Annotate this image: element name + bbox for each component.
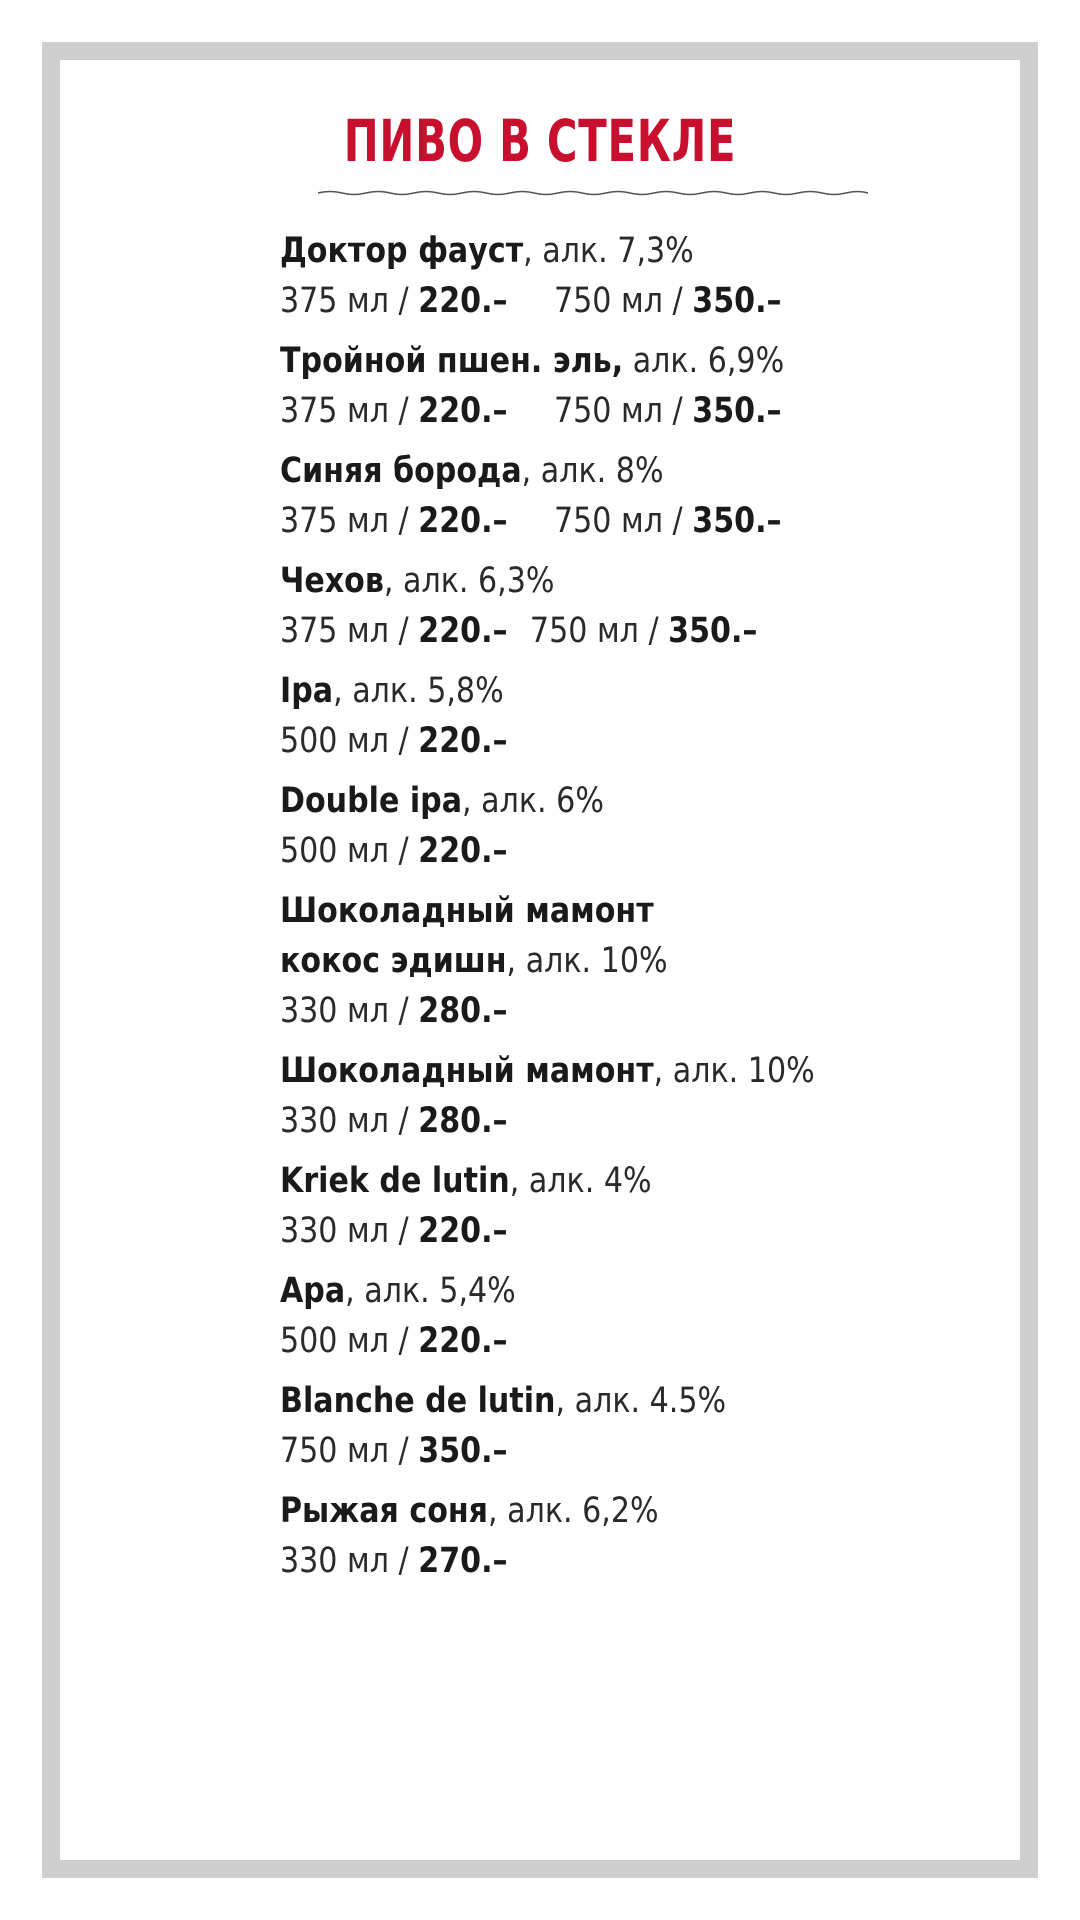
item-size-large: 750 мл /	[554, 391, 693, 431]
item-size: 375 мл /	[280, 611, 419, 651]
item-price: 280.–	[418, 991, 508, 1031]
item-price: 220.–	[418, 1321, 508, 1361]
item-size: 500 мл /	[280, 1321, 419, 1361]
item-size-large: 750 мл /	[529, 611, 669, 651]
item-size-large: 750 мл /	[554, 281, 693, 321]
item-name-line	[280, 886, 813, 936]
item-price: 220.–	[418, 501, 508, 541]
item-size: 500 мл /	[280, 831, 419, 871]
item-size-large: 750 мл /	[554, 501, 693, 541]
item-name-line	[280, 1266, 813, 1316]
item-size: 375 мл /	[280, 281, 419, 321]
item-size: 500 мл /	[280, 721, 419, 761]
item-abv: , алк. 10%	[506, 941, 668, 981]
item-name-line	[280, 1046, 813, 1096]
item-name-line	[280, 226, 813, 276]
item-size: 330 мл /	[280, 1541, 419, 1581]
item-abv: , алк. 8%	[521, 451, 664, 491]
item-abv: , алк. 4%	[509, 1161, 652, 1201]
item-size: 330 мл /	[280, 1211, 419, 1251]
list-item	[280, 226, 900, 326]
item-name-line	[280, 1376, 813, 1426]
item-price-line	[280, 386, 813, 436]
list-item	[280, 666, 900, 766]
item-price-line	[280, 1426, 813, 1476]
item-name-line	[280, 1486, 813, 1536]
item-name: Рыжая соня	[280, 1491, 488, 1531]
item-name-line	[280, 446, 813, 496]
item-abv: , алк. 10%	[653, 1051, 815, 1091]
item-size: 750 мл /	[280, 1431, 419, 1471]
item-price-line	[280, 1096, 813, 1146]
item-price: 220.–	[418, 611, 508, 651]
item-price: 270.–	[418, 1541, 508, 1581]
item-price-line	[280, 716, 813, 766]
item-name-line	[280, 556, 813, 606]
item-price-line	[280, 986, 813, 1036]
list-item	[280, 1486, 900, 1586]
item-name-line	[280, 936, 813, 986]
item-price-line	[280, 1316, 813, 1366]
item-name: кокос эдишн	[280, 941, 507, 981]
list-item	[280, 336, 900, 436]
item-name: Blanche de lutin	[280, 1381, 556, 1421]
list-item	[280, 1156, 900, 1256]
item-price-line	[280, 1206, 813, 1256]
menu-title: ПИВО В СТЕКЛЕ	[343, 107, 737, 175]
item-price-line	[280, 606, 813, 656]
item-abv: , алк. 5,4%	[345, 1271, 516, 1311]
item-size: 375 мл /	[280, 391, 419, 431]
item-price-line	[280, 496, 813, 546]
item-size: 375 мл /	[280, 501, 419, 541]
item-name-line	[280, 1156, 813, 1206]
list-item	[280, 1266, 900, 1366]
wavy-divider	[318, 184, 868, 202]
item-name: Синяя борода	[280, 451, 522, 491]
item-price: 220.–	[418, 1211, 508, 1251]
item-abv: , алк. 6,2%	[487, 1491, 659, 1531]
item-name-line	[280, 336, 813, 386]
list-item	[280, 776, 900, 876]
item-abv: , алк. 6%	[462, 781, 604, 821]
item-price: 280.–	[418, 1101, 508, 1141]
item-name: Тройной пшен. эль,	[280, 341, 624, 381]
item-name: Чехов	[280, 561, 384, 601]
item-price-large: 350.–	[692, 391, 782, 431]
item-name-first-line: Шоколадный мамонт	[280, 891, 654, 931]
list-item	[280, 1376, 900, 1476]
item-abv: , алк. 7,3%	[523, 231, 694, 271]
item-name: Ipa	[280, 671, 334, 711]
item-abv: , алк. 4.5%	[555, 1381, 727, 1421]
item-price-large: 350.–	[668, 611, 758, 651]
item-name: Доктор фауст	[280, 231, 524, 271]
item-name-line	[280, 776, 813, 826]
item-price: 220.–	[418, 391, 508, 431]
list-item	[280, 556, 900, 656]
list-item	[280, 886, 900, 1036]
item-price-line	[280, 276, 813, 326]
item-size: 330 мл /	[280, 991, 419, 1031]
item-name-line	[280, 666, 813, 716]
item-abv: алк. 6,9%	[623, 341, 785, 381]
item-name: Double ipa	[280, 781, 463, 821]
item-price-line	[280, 1536, 813, 1586]
item-price-large: 350.–	[692, 501, 782, 541]
beer-list	[280, 226, 900, 1596]
item-price-large: 350.–	[692, 281, 782, 321]
item-name: Apa	[280, 1271, 346, 1311]
item-name: Kriek de lutin	[280, 1161, 510, 1201]
list-item	[280, 446, 900, 546]
item-price: 220.–	[418, 721, 508, 761]
item-size: 330 мл /	[280, 1101, 419, 1141]
item-price: 220.–	[418, 831, 508, 871]
list-item	[280, 1046, 900, 1146]
menu-card	[42, 42, 1038, 1878]
item-abv: , алк. 5,8%	[333, 671, 504, 711]
item-name: Шоколадный мамонт	[280, 1051, 654, 1091]
item-price: 220.–	[418, 281, 508, 321]
item-abv: , алк. 6,3%	[383, 561, 555, 601]
item-price-line	[280, 826, 813, 876]
item-price: 350.–	[418, 1431, 508, 1471]
